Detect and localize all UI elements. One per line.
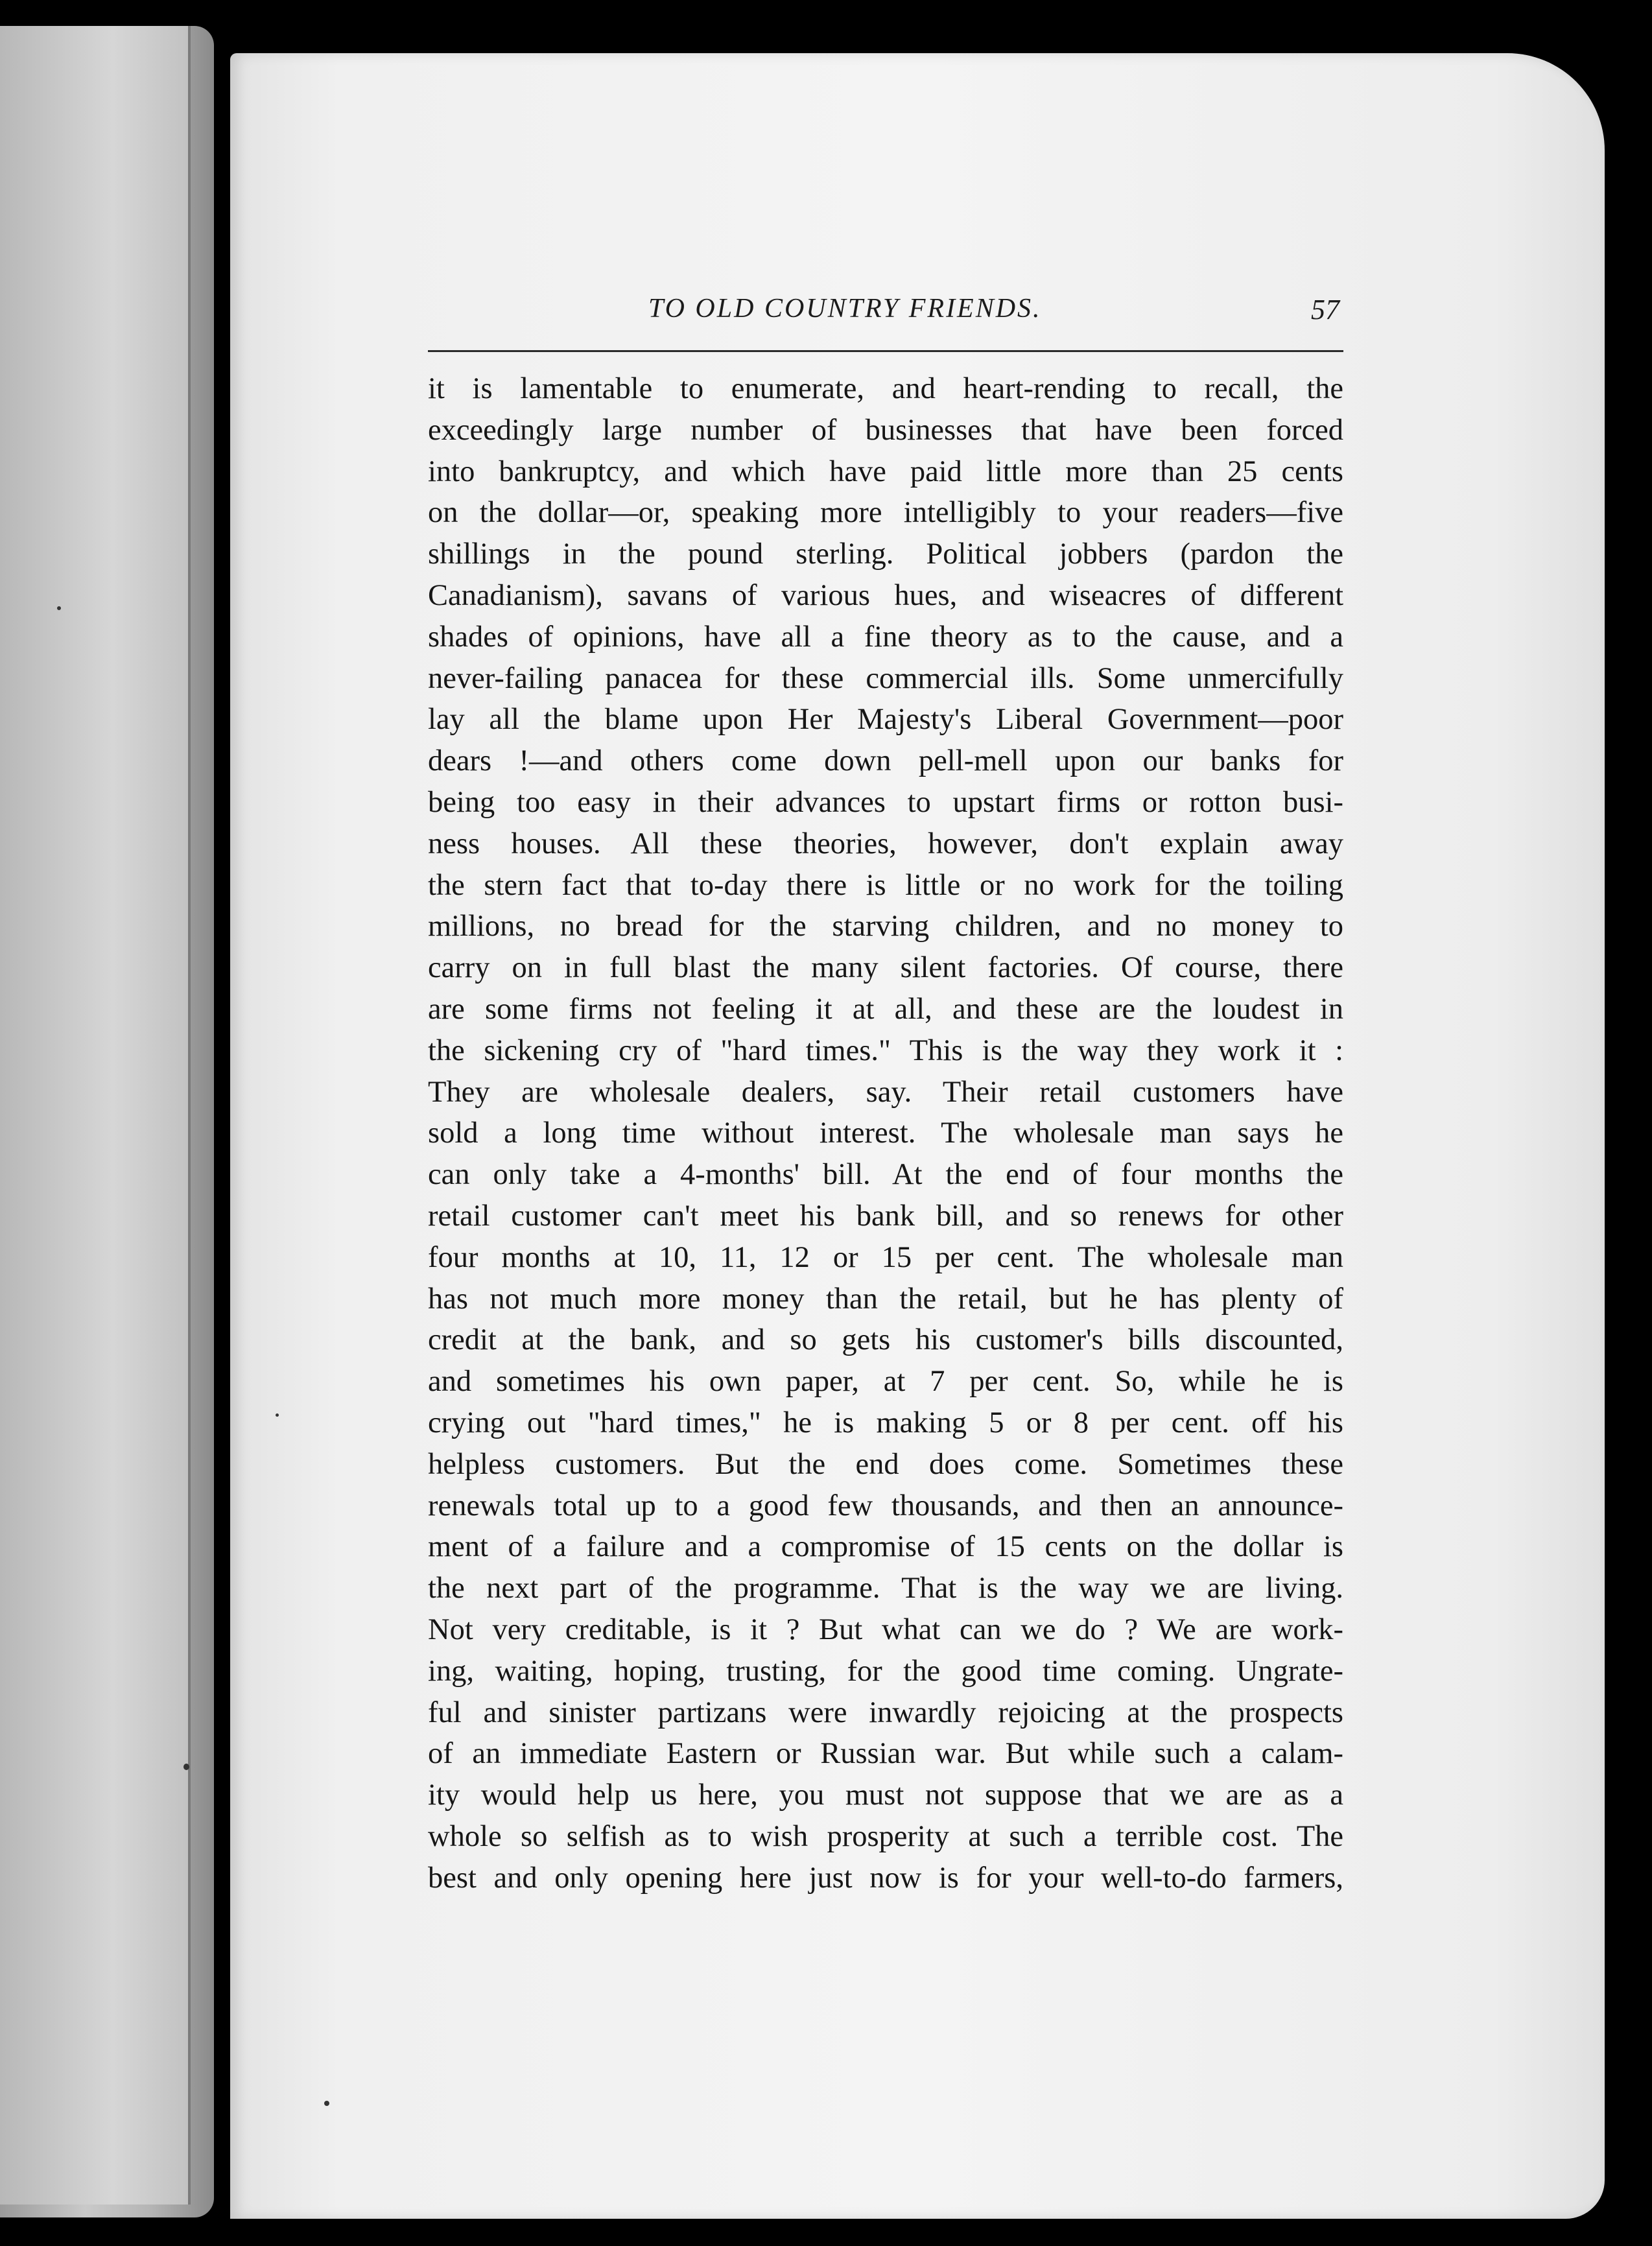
running-head: TO OLD COUNTRY FRIENDS.: [648, 294, 1042, 324]
text-line: into bankruptcy, and which have paid little more than 25 cents: [428, 455, 1343, 488]
text-line: never-failing panacea for these commercial ills. Some unmercifully: [428, 661, 1343, 695]
book-edge-pages: [0, 26, 191, 2205]
text-line: ness houses. All these theories, however, don't explain away: [428, 827, 1343, 860]
page-number: 57: [1311, 294, 1339, 325]
text-line: retail customer can't meet his bank bill, and so renews for other: [428, 1199, 1343, 1233]
text-line: ity would help us here, you must not suppose that we are as a: [428, 1779, 1343, 1812]
text-line: best and only opening here just now is for your well-to-do farmers,: [428, 1861, 1343, 1895]
text-line: has not much more money than the retail, but he has plenty of: [428, 1282, 1343, 1316]
text-line: shades of opinions, have all a fine theory as to the cause, and a: [428, 620, 1343, 654]
text-line: whole so selfish as to wish prosperity at such a terrible cost. The: [428, 1819, 1343, 1853]
text-line: ful and sinister partizans were inwardly rejoicing at the prospects: [428, 1696, 1343, 1729]
text-line: the next part of the programme. That is the way we are living.: [428, 1572, 1343, 1605]
text-line: lay all the blame upon Her Majesty's Liberal Government—poor: [428, 703, 1343, 737]
text-line: are some firms not feeling it at all, and these are the loudest in: [428, 992, 1343, 1026]
text-line: the sickening cry of "hard times." This is the way they work it :: [428, 1034, 1343, 1067]
text-line: and sometimes his own paper, at 7 per cent. So, while he is: [428, 1365, 1343, 1399]
text-line: millions, no bread for the starving children, and no money to: [428, 910, 1343, 943]
text-line: renewals total up to a good few thousands, and then an announce-: [428, 1489, 1343, 1522]
scan-speck: [324, 2101, 329, 2106]
text-line: being too easy in their advances to upstart firms or rotton busi-: [428, 785, 1343, 819]
text-line: exceedingly large number of businesses that have been forced: [428, 413, 1343, 447]
text-line: can only take a 4-months' bill. At the end of four months the: [428, 1158, 1343, 1192]
scan-speck: [183, 1764, 189, 1770]
text-line: They are wholesale dealers, say. Their retail customers have: [428, 1075, 1343, 1109]
text-line: of an immediate Eastern or Russian war. But while such a calam-: [428, 1737, 1343, 1771]
header-rule: [428, 350, 1343, 352]
text-line: carry on in full blast the many silent factories. Of course, there: [428, 951, 1343, 985]
text-line: Not very creditable, is it ? But what can we do ? We are work-: [428, 1613, 1343, 1646]
scan-speck: [57, 606, 61, 610]
body-text: [428, 368, 1343, 1898]
text-line: shillings in the pound sterling. Political jobbers (pardon the: [428, 538, 1343, 571]
text-line: ment of a failure and a compromise of 15 cents on the dollar is: [428, 1530, 1343, 1564]
text-line: dears !—and others come down pell-mell upon our banks for: [428, 744, 1343, 778]
text-line: helpless customers. But the end does come. Sometimes these: [428, 1447, 1343, 1481]
text-line: Canadianism), savans of various hues, and wiseacres of different: [428, 578, 1343, 612]
text-line: the stern fact that to-day there is little or no work for the toiling: [428, 868, 1343, 902]
text-line: credit at the bank, and so gets his customer's bills discounted,: [428, 1323, 1343, 1357]
text-line: on the dollar—or, speaking more intelligibly to your readers—five: [428, 496, 1343, 530]
text-line: four months at 10, 11, 12 or 15 per cent. The wholesale man: [428, 1240, 1343, 1274]
text-line: sold a long time without interest. The wholesale man says he: [428, 1117, 1343, 1150]
text-line: it is lamentable to enumerate, and heart-rending to recall, the: [428, 372, 1343, 405]
text-line: crying out "hard times," he is making 5 or 8 per cent. off his: [428, 1406, 1343, 1439]
scan-speck: [276, 1413, 279, 1417]
text-line: ing, waiting, hoping, trusting, for the good time coming. Ungrate-: [428, 1654, 1343, 1688]
